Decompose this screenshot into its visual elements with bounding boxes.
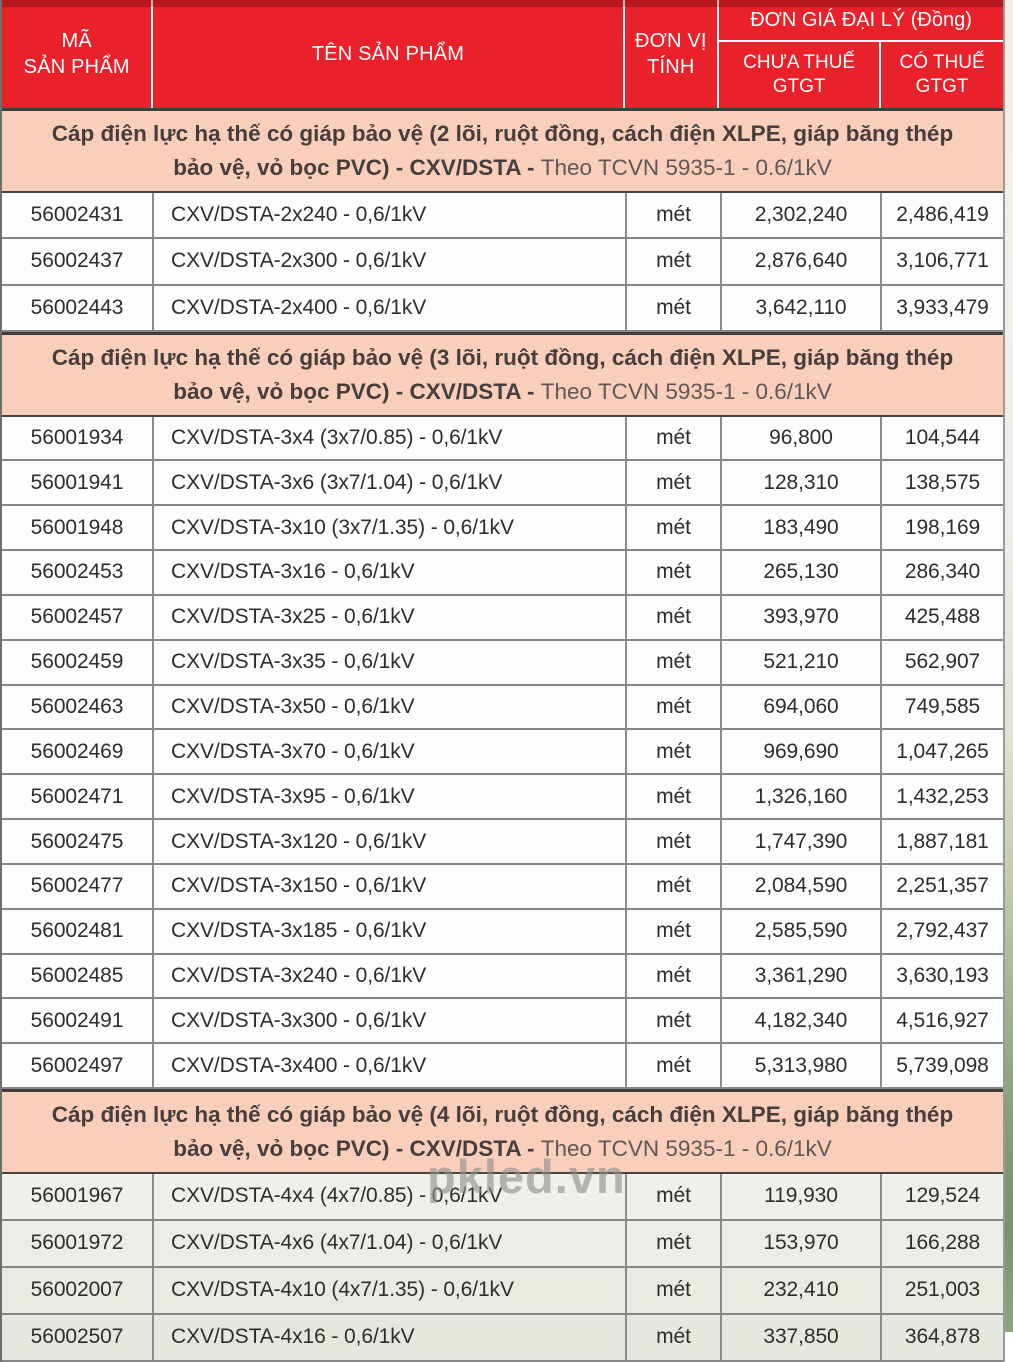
- cell-product-code: 56002437: [30, 249, 124, 273]
- cell-unit: mét: [625, 1268, 720, 1313]
- cell-unit: mét: [625, 596, 720, 639]
- table-row: [2, 730, 1003, 775]
- cell-product-name: CXV/DSTA-3x400 - 0,6/1kV: [152, 1044, 625, 1087]
- cell-product-name: CXV/DSTA-3x185 - 0,6/1kV: [152, 910, 625, 953]
- section-title-bold: Cáp điện lực hạ thế có giáp bảo vệ (2 lõi, ruột đồng, cách điện XLPE, giáp băng thép bảo vệ, vỏ bọc PVC) - CXV/DSTA -: [51, 121, 954, 180]
- section-title-bold: Cáp điện lực hạ thế có giáp bảo vệ (4 lõi, ruột đồng, cách điện XLPE, giáp băng thép bảo vệ, vỏ bọc PVC) - CXV/DSTA -: [51, 1102, 954, 1161]
- cell-product-code: 56002007: [30, 1278, 124, 1302]
- cell-price-extax: 153,970: [720, 1221, 880, 1266]
- header-price-group-label: [719, 0, 1003, 42]
- cell-price-extax: 119,930: [720, 1174, 880, 1219]
- cell-price-inctax: 104,544: [880, 417, 1003, 460]
- cell-price-extax: 128,310: [720, 461, 880, 504]
- cell-price-extax: 2,585,590: [720, 910, 880, 953]
- section-title-note: Theo TCVN 5935-1 - 0.6/1kV: [540, 154, 832, 180]
- cell-unit: mét: [625, 506, 720, 549]
- table-row: [2, 775, 1003, 820]
- section-rows: [2, 193, 1003, 333]
- table-row: [2, 955, 1003, 1000]
- cell-price-inctax: 1,887,181: [880, 820, 1003, 863]
- header-price-inctax-line1: CÓ THUẾ: [899, 52, 985, 74]
- cell-product-name: CXV/DSTA-3x10 (3x7/1.35) - 0,6/1kV: [152, 506, 625, 549]
- cell-product-code: 56001948: [30, 515, 124, 539]
- cell-price-extax: 265,130: [720, 551, 880, 594]
- cell-unit: mét: [625, 999, 720, 1042]
- cell-product-name: CXV/DSTA-3x4 (3x7/0.85) - 0,6/1kV: [152, 417, 625, 460]
- cell-product-code: 56002431: [30, 202, 124, 226]
- cell-price-inctax: 4,516,927: [880, 999, 1003, 1042]
- header-price-extax: [719, 42, 879, 108]
- section-title-bold: Cáp điện lực hạ thế có giáp bảo vệ (3 lõi, ruột đồng, cách điện XLPE, giáp băng thép bảo vệ, vỏ bọc PVC) - CXV/DSTA -: [51, 345, 954, 404]
- cell-price-extax: 1,747,390: [720, 820, 880, 863]
- cell-price-inctax: 251,003: [880, 1268, 1003, 1313]
- table-row: [2, 686, 1003, 731]
- cell-product-name: CXV/DSTA-3x50 - 0,6/1kV: [152, 686, 625, 729]
- header-product-code-line1: MÃ: [61, 30, 92, 52]
- cell-product-name: CXV/DSTA-3x25 - 0,6/1kV: [152, 596, 625, 639]
- watermark-text: pkled.vn: [427, 1150, 626, 1203]
- table-row: [2, 551, 1003, 596]
- cell-price-inctax: 1,047,265: [880, 730, 1003, 773]
- table-row: [2, 506, 1003, 551]
- cell-product-code: 56002459: [30, 650, 124, 674]
- section-title-note: Theo TCVN 5935-1 - 0.6/1kV: [540, 378, 832, 404]
- header-price-group: [717, 0, 1003, 108]
- table-row: [2, 865, 1003, 910]
- cell-price-inctax: 562,907: [880, 641, 1003, 684]
- cell-price-extax: 521,210: [720, 641, 880, 684]
- cell-price-extax: 2,084,590: [720, 865, 880, 908]
- cell-unit: mét: [625, 820, 720, 863]
- cell-price-extax: 2,302,240: [720, 193, 880, 238]
- table-row: [2, 1044, 1003, 1089]
- table-row: [2, 239, 1003, 286]
- cell-price-inctax: 138,575: [880, 461, 1003, 504]
- cell-unit: mét: [625, 417, 720, 460]
- cell-price-extax: 393,970: [720, 596, 880, 639]
- table-row: [2, 1268, 1003, 1315]
- table-row: [2, 417, 1003, 462]
- table-row: [2, 1221, 1003, 1268]
- product-section: [2, 332, 1003, 1089]
- cell-product-name: CXV/DSTA-2x400 - 0,6/1kV: [152, 286, 625, 331]
- header-price-extax-line1: CHƯA THUẾ: [743, 52, 856, 74]
- cell-price-extax: 96,800: [720, 417, 880, 460]
- cell-price-inctax: 749,585: [880, 686, 1003, 729]
- table-row: [2, 286, 1003, 333]
- table-row: [2, 820, 1003, 865]
- cell-unit: mét: [625, 1174, 720, 1219]
- cell-price-inctax: 1,432,253: [880, 775, 1003, 818]
- cell-price-extax: 2,876,640: [720, 239, 880, 284]
- cell-product-name: CXV/DSTA-3x35 - 0,6/1kV: [152, 641, 625, 684]
- cell-price-extax: 4,182,340: [720, 999, 880, 1042]
- cell-price-extax: 5,313,980: [720, 1044, 880, 1087]
- section-title-text: [36, 341, 969, 409]
- cell-product-code: 56001967: [30, 1184, 124, 1208]
- cell-unit: mét: [625, 641, 720, 684]
- cell-product-code: 56001972: [30, 1231, 124, 1255]
- cell-product-name: CXV/DSTA-3x240 - 0,6/1kV: [152, 955, 625, 998]
- cell-product-code: 56002507: [30, 1325, 124, 1349]
- section-rows: [2, 417, 1003, 1090]
- cell-price-extax: 183,490: [720, 506, 880, 549]
- cell-product-code: 56002491: [30, 1008, 124, 1032]
- cell-product-name: CXV/DSTA-3x70 - 0,6/1kV: [152, 730, 625, 773]
- cell-price-extax: 3,642,110: [720, 286, 880, 331]
- header-product-name: [151, 0, 622, 108]
- cell-product-name: CXV/DSTA-3x120 - 0,6/1kV: [152, 820, 625, 863]
- header-price-extax-line2: GTGT: [772, 76, 826, 97]
- cell-price-extax: 969,690: [720, 730, 880, 773]
- background-photo-strip: [1005, 0, 1013, 1332]
- cell-price-extax: 337,850: [720, 1315, 880, 1360]
- product-section: [2, 1089, 1003, 1362]
- table-row: [2, 193, 1003, 240]
- cell-product-code: 56002471: [30, 784, 124, 808]
- header-unit: [623, 0, 718, 108]
- table-row: [2, 999, 1003, 1044]
- cell-price-inctax: 425,488: [880, 596, 1003, 639]
- section-title: [2, 332, 1003, 417]
- cell-product-name: CXV/DSTA-4x6 (4x7/1.04) - 0,6/1kV: [152, 1221, 625, 1266]
- header-price-group-text: ĐƠN GIÁ ĐẠI LÝ (Đồng): [750, 8, 972, 31]
- cell-unit: mét: [625, 461, 720, 504]
- cell-price-extax: 1,326,160: [720, 775, 880, 818]
- cell-price-inctax: 166,288: [880, 1221, 1003, 1266]
- header-price-inctax-line2: GTGT: [915, 76, 969, 97]
- cell-product-name: CXV/DSTA-3x6 (3x7/1.04) - 0,6/1kV: [152, 461, 625, 504]
- cell-product-name: CXV/DSTA-3x16 - 0,6/1kV: [152, 551, 625, 594]
- cell-unit: mét: [625, 551, 720, 594]
- cell-product-name: CXV/DSTA-4x10 (4x7/1.35) - 0,6/1kV: [152, 1268, 625, 1313]
- section-title-text: [36, 117, 969, 185]
- header-price-subcolumns: [719, 42, 1003, 108]
- table-row: [2, 596, 1003, 641]
- cell-product-code: 56002477: [30, 874, 124, 898]
- cell-product-code: 56002469: [30, 739, 124, 763]
- product-section: [2, 108, 1003, 332]
- cell-product-name: CXV/DSTA-3x300 - 0,6/1kV: [152, 999, 625, 1042]
- section-title-note: Theo TCVN 5935-1 - 0.6/1kV: [540, 1135, 832, 1161]
- cell-price-extax: 232,410: [720, 1268, 880, 1313]
- header-unit-line1: ĐƠN VỊ: [634, 30, 707, 52]
- cell-price-inctax: 3,106,771: [880, 239, 1003, 284]
- cell-unit: mét: [625, 1221, 720, 1266]
- cell-price-inctax: 286,340: [880, 551, 1003, 594]
- cell-product-name: CXV/DSTA-2x300 - 0,6/1kV: [152, 239, 625, 284]
- header-price-inctax: [879, 42, 1003, 108]
- cell-price-inctax: 2,486,419: [880, 193, 1003, 238]
- cell-price-inctax: 129,524: [880, 1174, 1003, 1219]
- cell-unit: mét: [625, 865, 720, 908]
- cell-product-code: 56001934: [30, 425, 124, 449]
- header-product-name-label: TÊN SẢN PHẨM: [311, 43, 465, 65]
- cell-unit: mét: [625, 910, 720, 953]
- cell-price-inctax: 3,630,193: [880, 955, 1003, 998]
- cell-unit: mét: [625, 730, 720, 773]
- cell-price-inctax: 364,878: [880, 1315, 1003, 1360]
- cell-price-extax: 3,361,290: [720, 955, 880, 998]
- cell-product-code: 56002453: [30, 560, 124, 584]
- header-product-code: [2, 0, 151, 108]
- table-header: [2, 0, 1003, 108]
- cell-price-extax: 694,060: [720, 686, 880, 729]
- header-product-code-line2: SẢN PHẨM: [23, 56, 130, 78]
- cell-product-code: 56002463: [30, 694, 124, 718]
- cell-product-name: CXV/DSTA-3x150 - 0,6/1kV: [152, 865, 625, 908]
- cell-product-code: 56001941: [30, 470, 124, 494]
- cell-unit: mét: [625, 686, 720, 729]
- cell-product-name: CXV/DSTA-3x95 - 0,6/1kV: [152, 775, 625, 818]
- cell-product-name: CXV/DSTA-4x16 - 0,6/1kV: [152, 1315, 625, 1360]
- cell-product-name: CXV/DSTA-4x4 (4x7/0.85) - 0,6/1kV: [152, 1174, 625, 1219]
- cell-unit: mét: [625, 775, 720, 818]
- section-title: [2, 108, 1003, 193]
- cell-unit: mét: [625, 955, 720, 998]
- table-row: [2, 461, 1003, 506]
- cell-product-code: 56002481: [30, 919, 124, 943]
- table-row: [2, 641, 1003, 686]
- cell-price-inctax: 2,251,357: [880, 865, 1003, 908]
- cell-product-name: CXV/DSTA-2x240 - 0,6/1kV: [152, 193, 625, 238]
- cell-product-code: 56002457: [30, 605, 124, 629]
- cell-price-inctax: 2,792,437: [880, 910, 1003, 953]
- header-unit-line2: TÍNH: [647, 56, 695, 78]
- cell-unit: mét: [625, 1044, 720, 1087]
- cell-price-inctax: 198,169: [880, 506, 1003, 549]
- cell-unit: mét: [625, 1315, 720, 1360]
- table-row: [2, 910, 1003, 955]
- cell-price-inctax: 3,933,479: [880, 286, 1003, 331]
- table-row: [2, 1315, 1003, 1362]
- cell-product-code: 56002443: [30, 295, 124, 319]
- cell-product-code: 56002475: [30, 829, 124, 853]
- cell-unit: mét: [625, 286, 720, 331]
- cell-price-inctax: 5,739,098: [880, 1044, 1003, 1087]
- cell-product-code: 56002485: [30, 964, 124, 988]
- cell-unit: mét: [625, 193, 720, 238]
- cell-unit: mét: [625, 239, 720, 284]
- cell-product-code: 56002497: [30, 1053, 124, 1077]
